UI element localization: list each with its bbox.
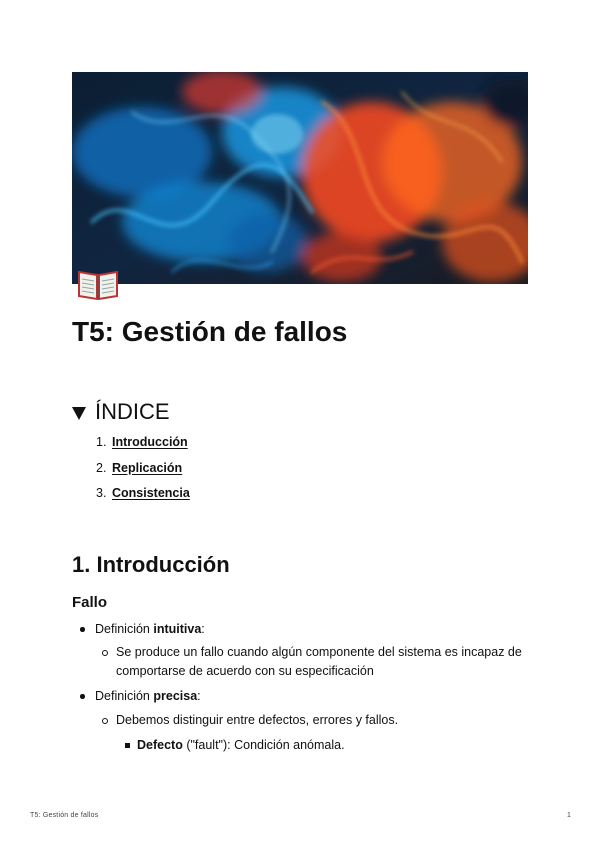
toc-link-consistencia[interactable]: Consistencia	[112, 486, 190, 500]
bullet-dot-icon	[80, 627, 85, 632]
bullet-circle-icon	[102, 718, 108, 724]
bullet-circle-icon	[102, 650, 108, 656]
precise-definition-text: Debemos distinguir entre defectos, errores y fallos.	[116, 713, 399, 727]
precise-definition-item	[95, 687, 201, 706]
definition-suffix: :	[201, 622, 205, 636]
page-title: T5: Gestión de fallos	[72, 316, 348, 347]
open-book-icon	[76, 266, 120, 302]
definition-prefix: Definición	[95, 689, 154, 703]
toc-item	[96, 482, 190, 508]
toc-item	[96, 431, 190, 457]
table-of-contents	[96, 431, 190, 508]
bullet-square-icon	[125, 743, 130, 748]
text-line: Se produce un fallo cuando algún componente del sistema es incapaz de	[116, 645, 522, 659]
footer-doc-title: T5: Gestión de fallos	[30, 812, 99, 819]
defect-term: Defecto	[137, 738, 183, 752]
index-heading: ÍNDICE	[95, 399, 170, 424]
cover-artwork	[72, 72, 528, 284]
section-heading: 1. Introducción	[72, 552, 230, 577]
toggle-triangle-icon[interactable]	[72, 407, 86, 420]
intuitive-definition-item	[95, 620, 205, 639]
toc-link-introduccion[interactable]: Introducción	[112, 435, 188, 449]
footer-page-number: 1	[567, 812, 571, 819]
toc-link-replicacion[interactable]: Replicación	[112, 460, 183, 475]
definition-keyword: intuitiva	[153, 622, 202, 636]
toc-item	[96, 457, 190, 483]
defect-definition-item	[137, 736, 345, 755]
intuitive-definition-text	[116, 643, 522, 681]
toc-number: 3.	[96, 486, 107, 500]
index-toggle[interactable]	[72, 398, 170, 426]
text-line: comportarse de acuerdo con su especificación	[116, 664, 374, 678]
definition-suffix: :	[197, 689, 201, 703]
subsection-heading: Fallo	[72, 594, 108, 611]
definition-keyword: precisa	[153, 689, 198, 703]
cover-image	[72, 72, 528, 284]
toc-number: 2.	[96, 460, 107, 475]
bullet-dot-icon	[80, 694, 85, 699]
definition-prefix: Definición	[95, 622, 154, 636]
toc-number: 1.	[96, 435, 107, 449]
defect-description: ("fault"): Condición anómala.	[182, 738, 345, 752]
